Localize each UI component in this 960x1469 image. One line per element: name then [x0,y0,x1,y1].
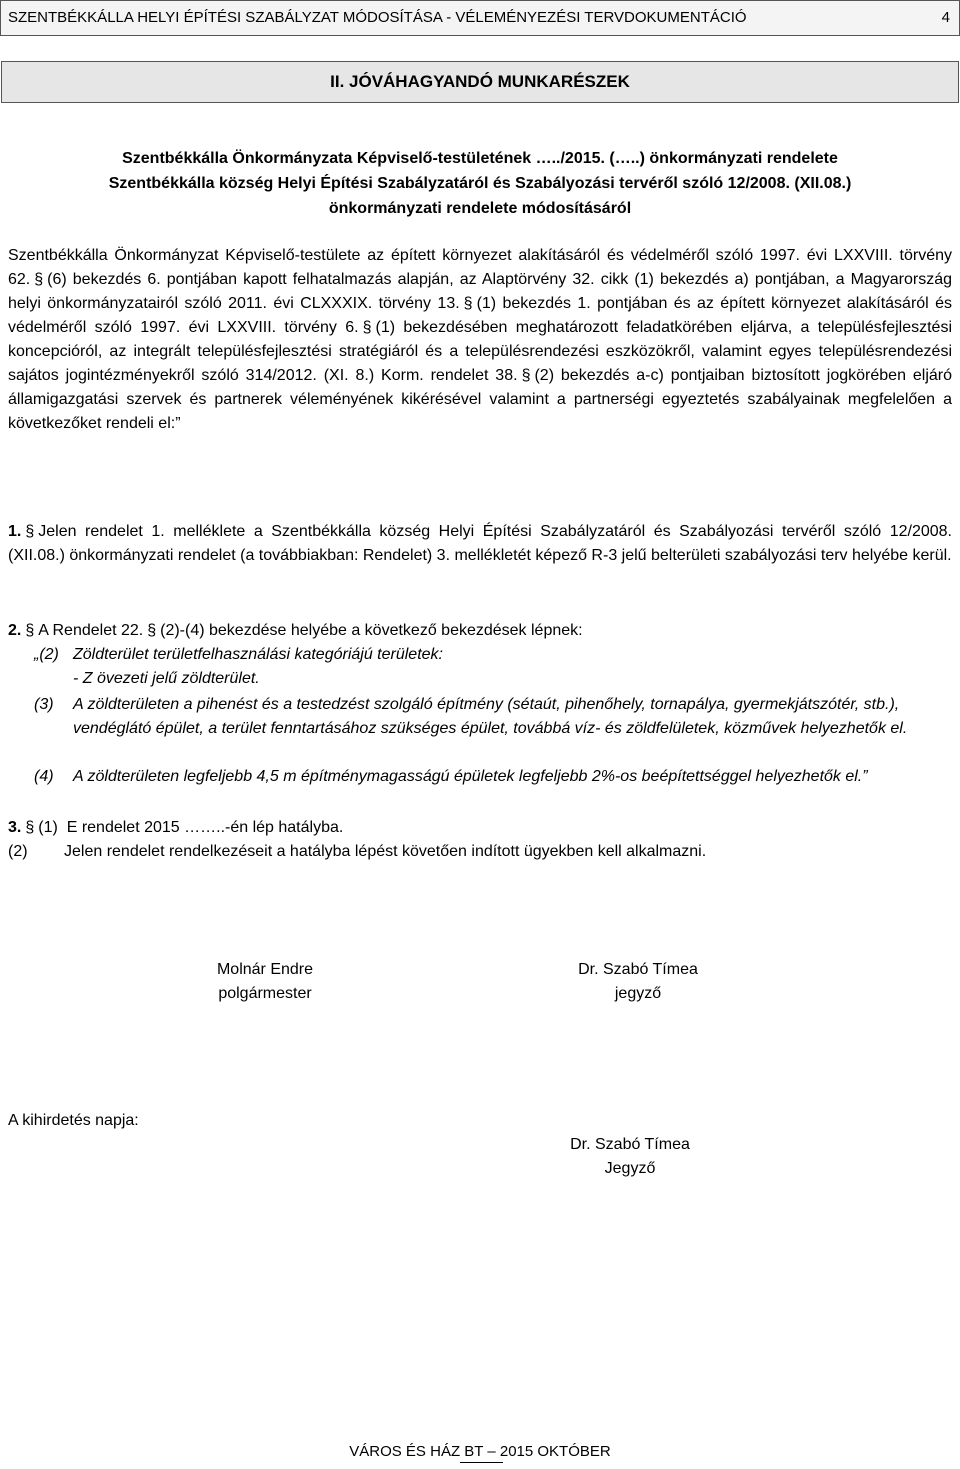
section-1-number: 1. [8,523,22,540]
quoted-paragraph-4-text: A zöldterületen legfeljebb 4,5 m építménymagasságú épületek legfeljebb 2%-os beépítettséggel helyezhetők el.” [73,768,868,785]
quoted-paragraph-3-label: (3) [34,696,54,713]
section-symbol: § [362,319,372,336]
quoted-paragraph-2-label: „(2) [34,646,59,663]
section-title: II. JÓVÁHAGYANDÓ MUNKARÉSZEK [1,61,959,103]
section-3-line-1 [8,816,952,840]
mayor-title: polgármester [218,985,312,1002]
header-title: SZENTBÉKKÁLLA HELYI ÉPÍTÉSI SZABÁLYZAT MÓDOSÍTÁSA - VÉLEMÉNYEZÉSI TERVDOKUMENTÁCIÓ [8,9,747,26]
section-2-paragraph [8,619,952,643]
preamble-part-2: (6) bekezdés 6. pontjában kapott felhatalmazás alapján, az Alaptörvény 32. cikk (1) bekezdés a) pontjában, a Magyarország helyi önkormányzatairól szóló 2011. évi CLXXXIX. törvény 13. [8,271,952,312]
mayor-signature-block [200,958,330,1006]
document-title-line-1: Szentbékkálla Önkormányzata Képviselő-testületének …../2015. (…..) önkormányzati rendelete [122,150,838,167]
quoted-paragraph-2-subitem: - Z övezeti jelű zöldterület. [73,670,260,687]
section-2-number: 2. [8,622,22,639]
section-3-number: 3. [8,819,22,836]
page-footer: VÁROS ÉS HÁZ BT – 2015 OKTÓBER [349,1443,611,1460]
preamble-part-5: (2) bekezdés a-c) pontjaiban biztosított jogkörében eljáró államigazgatási szervek és partnerek véleményének kikérésével valamint a partnerségi egyeztetés szabályainak megfelelően a következőket rendeli el:” [8,367,952,432]
notary-name: Dr. Szabó Tímea [578,961,698,978]
preamble-part-1: Szentbékkálla Önkormányzat Képviselő-testülete az épített környezet alakításáról és védelméről szóló 1997. évi LXXVIII. törvény 62. [8,247,952,288]
section-symbol: § [463,295,473,312]
section-1-text: Jelen rendelet 1. melléklete a Szentbékkálla község Helyi Építési Szabályzatáról és Szabályozási tervéről szóló 12/2008. (XII.08.) önkormányzati rendelet (a továbbiakban: Rendelet) 3. mellékletét képező R-3 jelű belterületi szabályozási terv helyébe kerül. [8,523,952,564]
preamble-part-4: (1) bekezdésében meghatározott feladatkörében eljárva, a településfejlesztési koncepcióról, az integrált településfejlesztési stratégiáról és a településrendezési eszközökről, valamint egyes településrendezési sajátos jogintézményekről szóló 314/2012. (XI. 8.) Korm. rendelet 38. [8,319,953,384]
announcement-signature-block [560,1133,700,1181]
preamble-part-3: (1) bekezdés 1. pontjában és az épített környezet alakításáról és védelméről szóló 1997. évi LXXVIII. törvény 6. [8,295,953,336]
notary-signature-block [568,958,708,1006]
notary-title: jegyző [614,985,662,1002]
mayor-name: Molnár Endre [216,961,314,978]
section-symbol: § [25,819,35,836]
section-1-paragraph [8,520,952,568]
section-3-p1-label: (1) [38,819,58,836]
section-2-text: A Rendelet 22. [38,622,144,639]
document-title [8,146,952,221]
section-3-p1-text: E rendelet 2015 ……..-én lép hatályba. [66,819,344,836]
quoted-paragraph-2-text: Zöldterület területfelhasználási kategóriájú területek: [73,646,443,663]
announcement-notary-title: Jegyző [604,1160,656,1177]
section-3-p2-label: (2) [8,843,28,860]
section-symbol: § [25,523,35,540]
quoted-paragraph-3-text: A zöldterületen a pihenést és a testedzést szolgáló építmény (sétaút, pihenőhely, tornapálya, gyermekjátszótér, stb.), vendéglátó épület, a terület fenntartásához szükséges épület, továbbá víz- és zöldfelületek, közművek helyezhetők el. [73,696,908,737]
page-number: 4 [941,9,950,26]
section-symbol: § [147,622,157,639]
document-title-line-2: Szentbékkálla község Helyi Építési Szabályzatáról és Szabályozási tervéről szóló 12/2008. (XII.08.) [108,175,852,192]
quoted-paragraph-4-label: (4) [34,768,54,785]
announcement-notary-name: Dr. Szabó Tímea [570,1136,690,1153]
page-header [0,0,960,36]
section-symbol: § [25,622,35,639]
document-title-line-3: önkormányzati rendelete módosításáról [328,200,632,217]
section-2-text-2: (2)-(4) bekezdése helyébe a következő bekezdések lépnek: [160,622,583,639]
footer-underline [460,1462,503,1463]
announcement-label: A kihirdetés napja: [8,1112,139,1129]
section-symbol: § [34,271,44,288]
section-symbol: § [521,367,531,384]
section-3-p2-text: Jelen rendelet rendelkezéseit a hatályba lépést követően indított ügyekben kell alkalmazni. [64,843,707,860]
preamble-paragraph [8,244,952,436]
